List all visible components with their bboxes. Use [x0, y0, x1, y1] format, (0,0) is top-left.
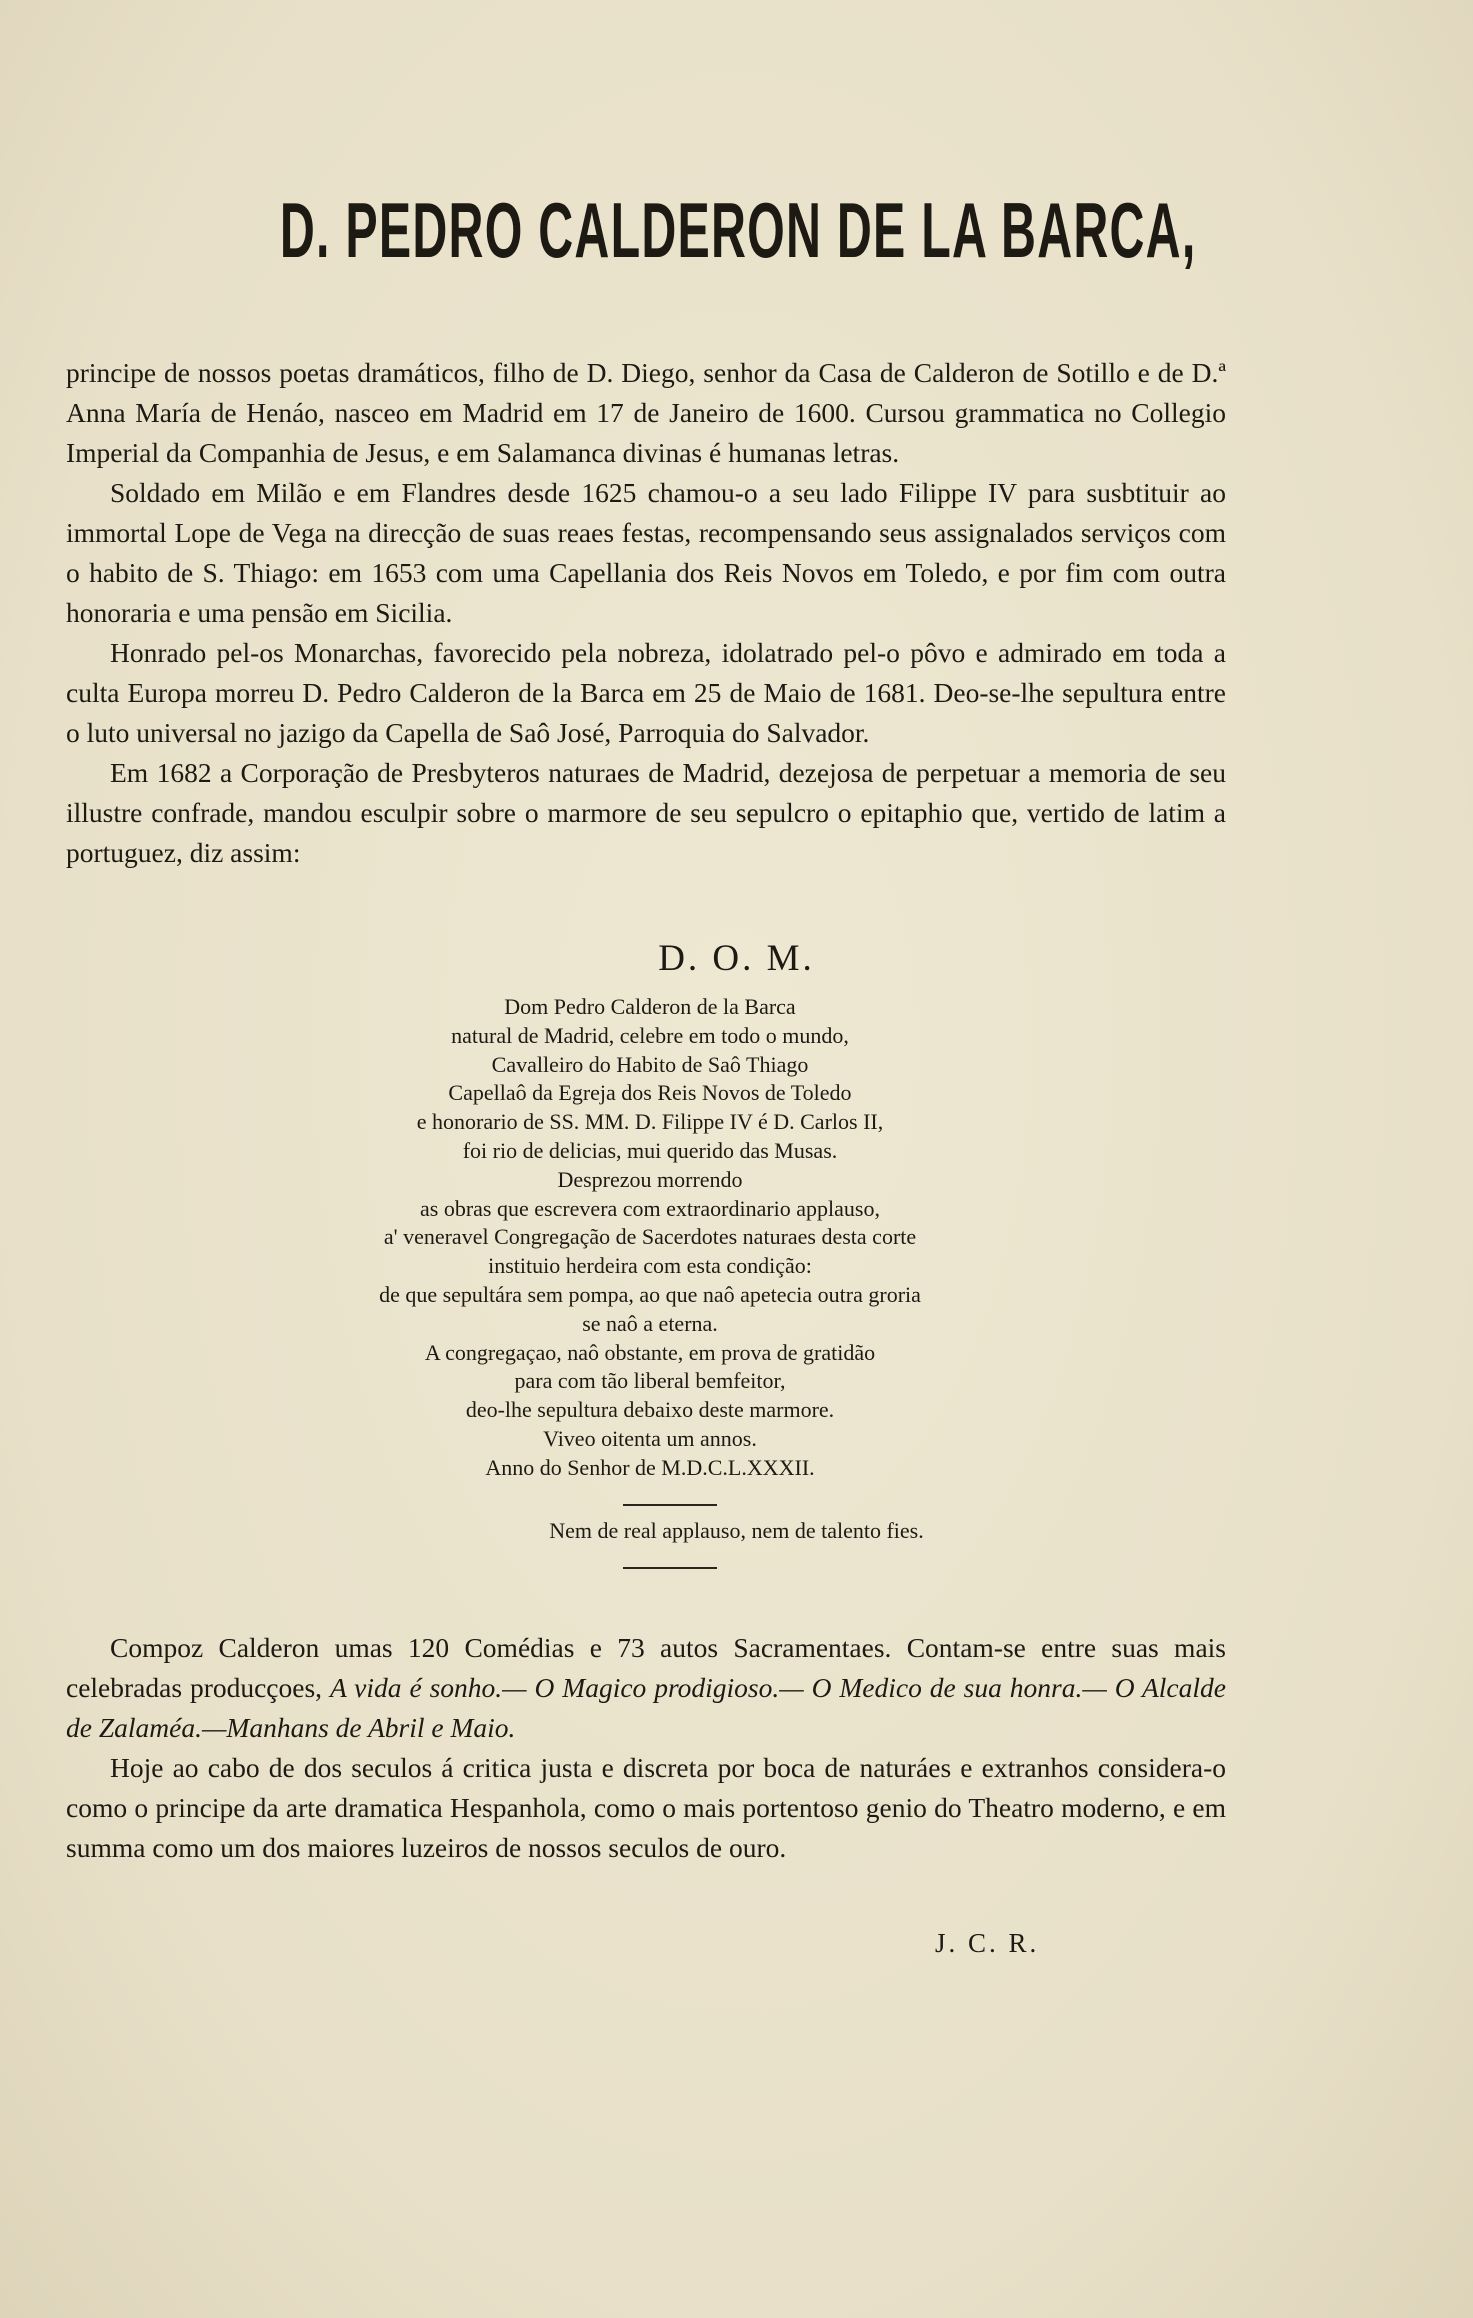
- divider-top: [623, 1504, 717, 1506]
- divider-bottom: [623, 1567, 717, 1569]
- page-title: D. PEDRO CALDERON DE LA BARCA,: [279, 186, 1197, 274]
- epitaph-line: foi rio de delicias, mui querido das Musas.: [462, 1137, 838, 1163]
- epitaph-line: e honorario de SS. MM. D. Filippe IV é D. Carlos II,: [416, 1109, 884, 1135]
- paragraph: Honrado pel-os Monarchas, favorecido pela nobreza, idolatrado pel-o pôvo e admirado em toda a culta Europa morreu D. Pedro Calderon de la Barca em 25 de Maio de 1681. Deo-se-lhe sepultura entre o luto universal no jazigo da Capella de Saô José, Parroquia do Salvador.: [66, 637, 1226, 748]
- epitaph-line: Dom Pedro Calderon de la Barca: [504, 994, 796, 1019]
- author-signature: J. C. R.: [935, 1928, 1040, 1958]
- paragraph: Soldado em Milão e em Flandres desde 1625 chamou-o a seu lado Filippe IV para susbtituir ao immortal Lope de Vega na direcção de suas reaes festas, recompensando seus assignalados serviços com o habito de S. Thiago: em 1653 com uma Capellania dos Reis Novos em Toledo, e por fim com outra honoraria e uma pensão em Sicilia.: [66, 477, 1226, 628]
- epitaph-line: Anno do Senhor de M.D.C.L.XXXII.: [485, 1454, 815, 1480]
- epitaph-line: A congregaçao, naô obstante, em prova de gratidão: [424, 1339, 876, 1365]
- epitaph-motto: Nem de real applauso, nem de talento fies.: [549, 1518, 924, 1543]
- works-text: [66, 1628, 1226, 1868]
- epitaph-line: Desprezou morrendo: [557, 1166, 743, 1192]
- paragraph: principe de nossos poetas dramáticos, filho de D. Diego, senhor da Casa de Calderon de Sotillo e de D.ª Anna María de Henáo, nasceo em Madrid em 17 de Janeiro de 1600. Cursou grammatica no Collegio Imperial da Companhia de Jesus, e em Salamanca divinas é humanas letras.: [66, 357, 1226, 468]
- epitaph-line: Cavalleiro do Habito de Saô Thiago: [491, 1051, 809, 1077]
- works-titles: A vida é sonho.— O Magico prodigioso.— O Medico de sua honra.— O Alcalde de Zalaméa.—Manhans de Abril e Maio.: [66, 1672, 1226, 1743]
- epitaph-line: se naô a eterna.: [582, 1310, 718, 1336]
- epitaph-line: natural de Madrid, celebre em todo o mundo,: [451, 1022, 849, 1048]
- epitaph-heading: D. O. M.: [658, 938, 815, 979]
- paragraph: [66, 1628, 1226, 1748]
- epitaph-line: deo-lhe sepultura debaixo deste marmore.: [465, 1397, 835, 1423]
- epitaph-line: Viveo oitenta um annos.: [543, 1425, 757, 1451]
- epitaph-line: de que sepultára sem pompa, ao que naô apetecia outra groria: [379, 1281, 921, 1307]
- epitaph-line: para com tão liberal bemfeitor,: [514, 1368, 786, 1394]
- epitaph-line: instituio herdeira com esta condição:: [488, 1253, 812, 1279]
- epitaph-line: a' veneravel Congregação de Sacerdotes naturaes desta corte: [383, 1224, 917, 1250]
- epitaph-line: as obras que escrevera com extraordinario applauso,: [420, 1195, 880, 1221]
- paragraph: Hoje ao cabo de dos seculos á critica justa e discreta por boca de naturáes e extranhos considera-o como o principe da arte dramatica Hespanhola, como o mais portentoso genio do Theatro moderno, e em summa como um dos maiores luzeiros de nossos seculos de ouro.: [66, 1752, 1226, 1863]
- works-intro: Compoz Calderon umas 120 Comédias e 73 autos Sacramentaes. Contam-se entre suas mais celebradas producçoes,: [66, 1632, 1226, 1703]
- epitaph-line: Capellaô da Egreja dos Reis Novos de Toledo: [448, 1080, 852, 1106]
- epitaph-text: [280, 993, 1020, 1483]
- paragraph: Em 1682 a Corporação de Presbyteros naturaes de Madrid, dezejosa de perpetuar a memoria de seu illustre confrade, mandou esculpir sobre o marmore de seu sepulcro o epitaphio que, vertido de latim a portuguez, diz assim:: [66, 757, 1226, 868]
- intro-text: [66, 353, 1226, 873]
